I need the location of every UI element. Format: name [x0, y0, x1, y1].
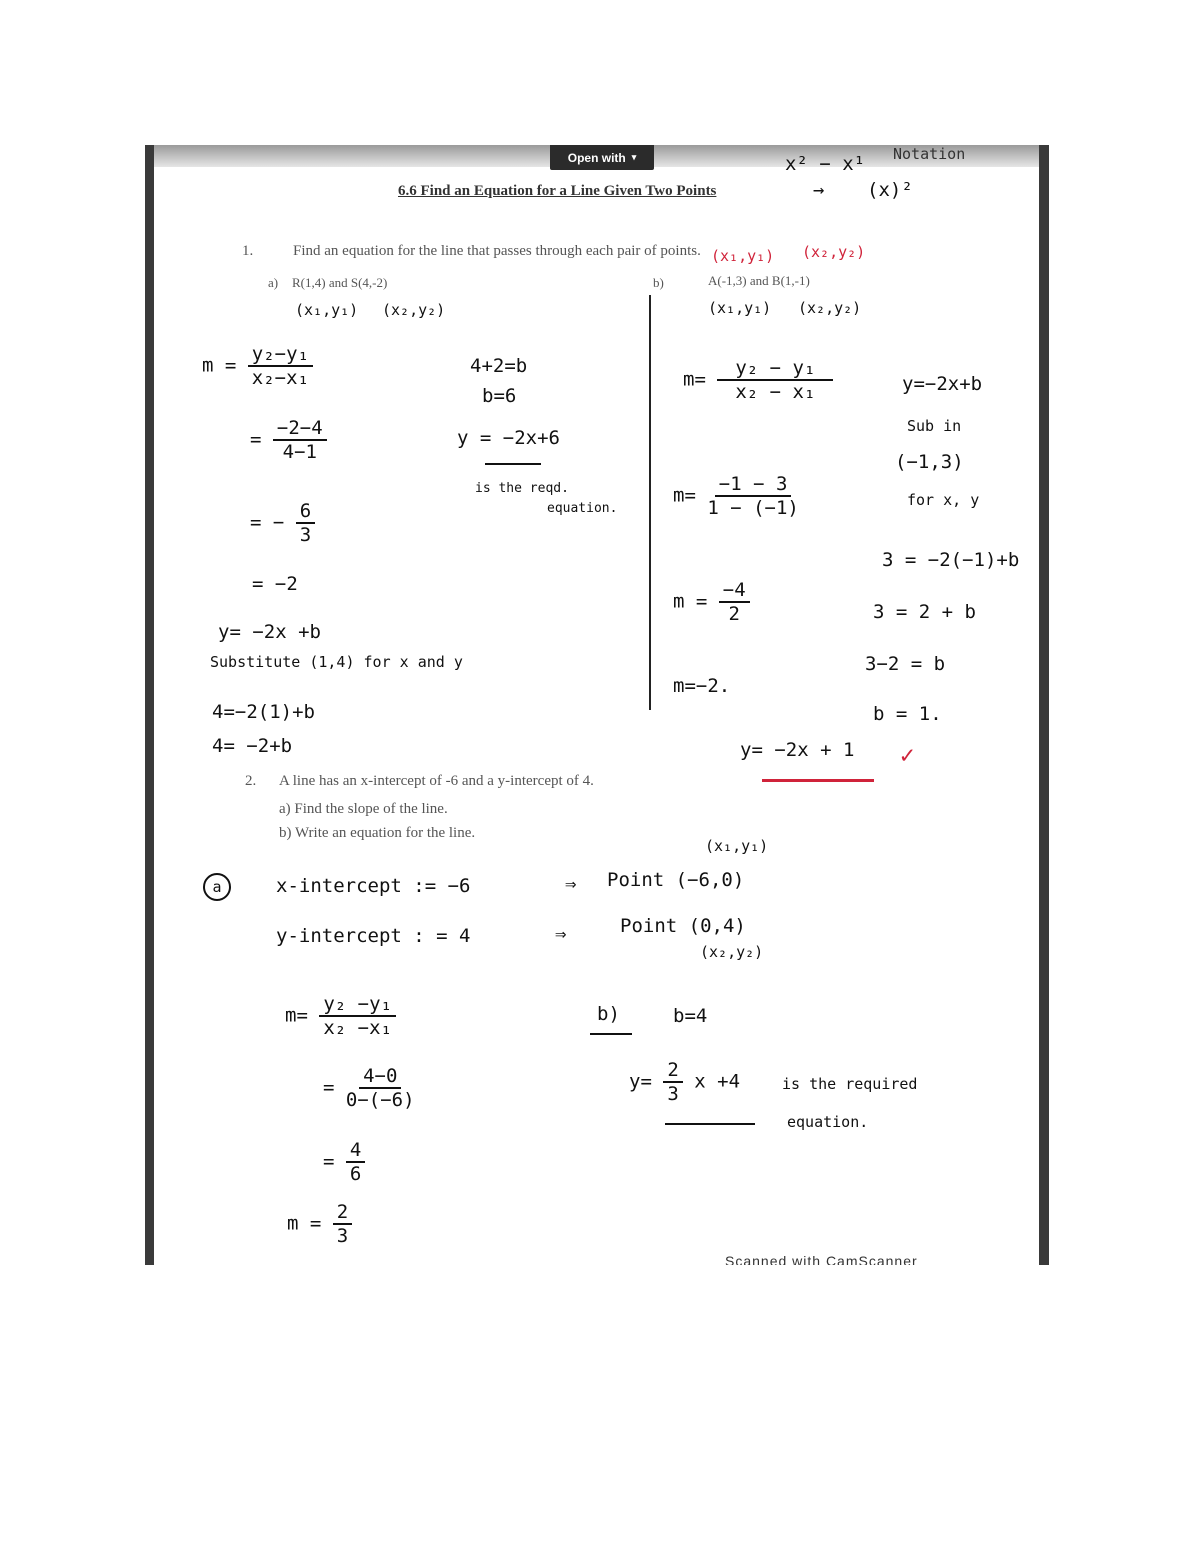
b-right-8: b = 1.	[873, 703, 942, 725]
x-squared-expression: (x)²	[867, 179, 913, 201]
a-side-equation: y = −2x+6	[457, 427, 560, 449]
a-line-2: Substitute (1,4) for x and y	[210, 653, 463, 671]
column-divider	[649, 295, 651, 710]
q1-b-label: b)	[653, 275, 664, 290]
q2-x-intercept: x-intercept := −6	[276, 875, 471, 897]
q1-b-coord-1: (x₁,y₁)	[708, 299, 772, 317]
q2-point-1-label: (x₁,y₁)	[705, 837, 769, 855]
open-with-button[interactable]	[550, 145, 654, 170]
b-slope-step-2: m = $\frac{-4}{2}$	[673, 579, 750, 625]
q2-final-underline	[665, 1123, 755, 1125]
open-with-label: Open with	[567, 150, 626, 165]
document-title: 6.6 Find an Equation for a Line Given Two Points	[398, 183, 717, 199]
q2-point-2-label: (x₂,y₂)	[700, 943, 764, 961]
b-final-equation: y= −2x + 1	[740, 739, 855, 761]
q2-arrow-2: ⇒	[555, 923, 567, 945]
a-line-1: y= −2x +b	[218, 621, 321, 643]
b-right-5: 3 = −2(−1)+b	[882, 549, 1020, 571]
scanner-watermark: Scanned with CamScanner	[725, 1253, 918, 1265]
q2-b-value: b=4	[673, 1005, 708, 1027]
b-right-7: 3−2 = b	[865, 653, 946, 675]
q2-slope-formula: m= $\frac{\text{y₂ −y₁}}{\text{x₂ −x₁}}$	[285, 993, 396, 1039]
a-side-step-2: b=6	[482, 385, 517, 407]
chevron-down-icon: ▾	[631, 152, 637, 162]
q2-slope-step-1: = $\frac{4-0}{0-(-6)}$	[323, 1065, 415, 1111]
q2-b-label-underline	[590, 1033, 632, 1035]
q1-b-red-coord-2: (x₂,y₂)	[802, 243, 866, 261]
q1-a-label: a)	[268, 275, 279, 290]
q2-point-1: Point (−6,0)	[607, 869, 745, 891]
b-right-1: y=−2x+b	[902, 373, 983, 395]
scan-edge-right	[1039, 145, 1049, 1265]
q2-b-label: b)	[597, 1003, 620, 1025]
q2-number: 2.	[245, 773, 257, 789]
notation-label: Notation	[893, 145, 966, 163]
b-right-6: 3 = 2 + b	[873, 601, 976, 623]
b-final-underline	[762, 779, 874, 782]
a-side-note-1: is the reqd.	[475, 481, 569, 496]
q1-b-points: A(-1,3) and B(1,-1)	[708, 273, 810, 288]
b-right-2: Sub in	[907, 417, 962, 435]
q1-a-points: R(1,4) and S(4,-2)	[292, 275, 388, 290]
q1-a-coord-1: (x₁,y₁)	[295, 301, 359, 319]
b-right-3: (−1,3)	[895, 451, 964, 473]
q2-final-equation: y= $\frac{2}{3}$ x +4	[629, 1059, 741, 1105]
a-slope-result: = −2	[252, 573, 298, 595]
checkmark-icon: ✓	[900, 741, 915, 769]
q2-slope-step-2: = $\frac{4}{6}$	[323, 1139, 365, 1185]
arrow-icon: →	[813, 179, 825, 201]
q2-b: b) Write an equation for the line.	[279, 825, 476, 841]
q1-b-red-coord-1: (x₁,y₁)	[711, 247, 775, 265]
q1-prompt: Find an equation for the line that passes through each pair of points.	[293, 243, 701, 259]
a-side-note-2: equation.	[547, 501, 618, 516]
q2-note-1: is the required	[782, 1075, 918, 1093]
x-power-expression: x² − x¹	[785, 153, 866, 175]
q2-a-circle: a	[203, 873, 231, 901]
q2-a: a) Find the slope of the line.	[279, 801, 448, 817]
q2-y-intercept: y-intercept : = 4	[276, 925, 471, 947]
q1-number: 1.	[242, 243, 254, 259]
a-side-step-1: 4+2=b	[470, 355, 528, 377]
a-slope-step-2: = − $\frac{6}{3}$	[250, 500, 315, 546]
a-side-underline	[485, 463, 541, 465]
a-slope-step-1: = $\frac{-2-4}{4-1}$	[250, 417, 327, 463]
b-slope-step-1: m= $\frac{-1 - 3}{1 - (-1)}$	[673, 473, 799, 519]
q2-slope-final: m = $\frac{2}{3}$	[287, 1201, 352, 1247]
q2-arrow-1: ⇒	[565, 873, 577, 895]
q2-note-2: equation.	[787, 1113, 869, 1131]
q2-prompt: A line has an x-intercept of -6 and a y-intercept of 4.	[279, 773, 594, 789]
b-right-4: for x, y	[907, 491, 980, 509]
b-slope-result: m=−2.	[673, 675, 731, 697]
a-line-3: 4=−2(1)+b	[212, 701, 315, 723]
a-slope-formula: m = $\frac{\text{y₂−y₁}}{\text{x₂−x₁}}$	[202, 343, 313, 389]
q1-a-coord-2: (x₂,y₂)	[382, 301, 446, 319]
a-line-4: 4= −2+b	[212, 735, 293, 757]
scan-edge-left	[145, 145, 154, 1265]
scanned-page	[145, 145, 1049, 1265]
b-slope-formula: m= $\frac{\text{y₂ − y₁}}{\text{x₂ − x₁}}$	[683, 357, 833, 403]
q2-point-2: Point (0,4)	[620, 915, 746, 937]
q1-b-coord-2: (x₂,y₂)	[798, 299, 862, 317]
